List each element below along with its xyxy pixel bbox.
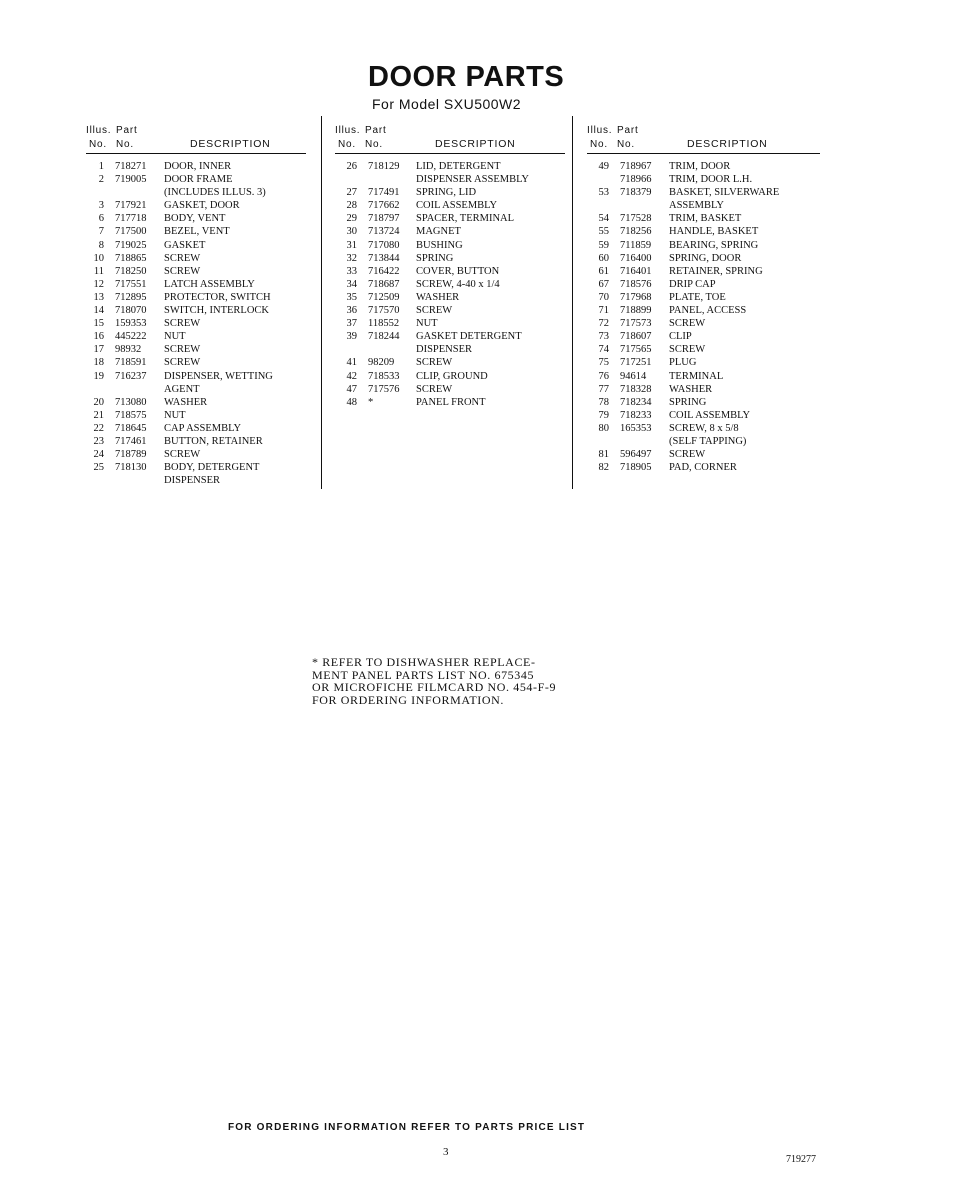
part-number: 718966 [620,174,652,186]
part-row [587,396,820,409]
part-number: 718789 [115,449,147,461]
part-description: WASHER [416,291,460,303]
part-number: 718250 [115,265,147,277]
part-row [86,186,306,199]
part-number: 718233 [620,409,652,421]
part-description: BASKET, SILVERWARE [669,187,780,199]
part-number: 717491 [368,187,400,199]
illus-number: 79 [598,409,609,421]
part-number: 718591 [115,357,147,369]
part-row [335,291,565,304]
part-description: ASSEMBLY [669,200,724,212]
replacement-panel-note [312,656,612,706]
part-description: DISPENSER [164,475,221,487]
illus-number: 32 [346,252,357,264]
part-description: SPRING [416,252,454,264]
illus-no-header: No. [89,139,107,150]
illus-number: 27 [346,187,357,199]
part-row [587,343,820,356]
illus-number: 21 [93,409,104,421]
part-number: 718905 [620,462,652,474]
part-number: 718533 [368,370,400,382]
part-description: SCREW [669,449,706,461]
part-row [335,330,565,343]
part-row [587,199,820,212]
part-number: 717921 [115,200,147,212]
part-row [587,252,820,265]
part-no-header: No. [116,139,134,150]
part-row [86,225,306,238]
part-row [86,173,306,186]
note-line: FOR ORDERING INFORMATION. [312,692,505,707]
part-description: MAGNET [416,226,461,238]
part-row [86,330,306,343]
part-row [86,304,306,317]
part-description: WASHER [164,396,208,408]
part-description: SCREW [669,318,706,330]
part-no-header: No. [617,139,635,150]
part-description: TERMINAL [669,370,724,382]
illus-no-header: No. [590,139,608,150]
part-description: SCREW [416,383,453,395]
parts-column-3 [587,123,820,474]
part-description: (INCLUDES ILLUS. 3) [164,187,266,199]
illus-number: 76 [598,370,609,382]
part-row [86,422,306,435]
part-description: PAD, CORNER [669,462,737,474]
part-row [587,383,820,396]
illus-number: 81 [598,449,609,461]
part-row [587,409,820,422]
part-row [587,212,820,225]
illus-header: Illus. [86,125,112,136]
part-number: 718576 [620,278,652,290]
illus-number: 30 [346,226,357,238]
illus-number: 36 [346,305,357,317]
part-description: SCREW [164,449,201,461]
part-description: RETAINER, SPRING [669,265,763,277]
illus-number: 6 [98,213,104,225]
part-row [587,291,820,304]
part-description: SCREW, 8 x 5/8 [669,422,739,434]
part-row [587,330,820,343]
part-description: BEZEL, VENT [164,226,230,238]
part-description: COIL ASSEMBLY [416,200,498,212]
illus-number: 19 [93,370,104,382]
part-number: 716401 [620,265,652,277]
part-row [587,160,820,173]
illus-number: 78 [598,396,609,408]
illus-number: 80 [598,422,609,434]
part-number: 718070 [115,305,147,317]
part-row [587,422,820,435]
part-description: CLIP [669,331,692,343]
part-description: LATCH ASSEMBLY [164,278,255,290]
part-row [587,304,820,317]
illus-number: 82 [598,462,609,474]
part-row [86,370,306,383]
part-number: 718234 [620,396,652,408]
part-number: 719025 [115,239,147,251]
part-description: SWITCH, INTERLOCK [164,305,269,317]
part-number: 719005 [115,174,147,186]
part-row [86,461,306,474]
part-row [587,448,820,461]
part-row [86,265,306,278]
part-number: 718899 [620,305,652,317]
description-header: DESCRIPTION [435,138,516,150]
description-header: DESCRIPTION [190,138,271,150]
part-row [335,199,565,212]
part-number: 716422 [368,265,400,277]
part-row [587,317,820,330]
part-description: SPACER, TERMINAL [416,213,515,225]
illus-number: 22 [93,422,104,434]
part-description: CLIP, GROUND [416,370,488,382]
illus-number: 73 [598,331,609,343]
part-description: TRIM, BASKET [669,213,742,225]
part-number: 445222 [115,331,147,343]
part-row [335,252,565,265]
column-header [335,123,565,154]
note-line: * REFER TO DISHWASHER REPLACE- [312,655,536,669]
part-number: 718797 [368,213,400,225]
part-row [587,225,820,238]
illus-header: Illus. [335,125,361,136]
part-number: 98932 [115,344,142,356]
part-description: CAP ASSEMBLY [164,422,242,434]
part-description: BEARING, SPRING [669,239,759,251]
part-description: SCREW [164,344,201,356]
part-row [587,435,820,448]
page-title: DOOR PARTS [368,61,565,93]
part-row [335,304,565,317]
illus-number: 8 [98,239,104,251]
illus-number: 71 [598,305,609,317]
part-description: GASKET [164,239,206,251]
illus-number: 11 [93,265,104,277]
illus-number: 54 [598,213,609,225]
part-description: SPRING [669,396,707,408]
part-number: 713724 [368,226,400,238]
part-number: 718607 [620,331,652,343]
illus-number: 24 [93,449,104,461]
illus-number: 42 [346,370,357,382]
part-description: PROTECTOR, SWITCH [164,291,271,303]
part-number: 717968 [620,291,652,303]
part-description: TRIM, DOOR [669,161,731,172]
model-subtitle: For Model SXU500W2 [372,96,522,112]
part-row [86,199,306,212]
part-description: COVER, BUTTON [416,265,500,277]
part-number: 717662 [368,200,400,212]
part-description: BUTTON, RETAINER [164,435,263,447]
illus-number: 31 [346,239,357,251]
illus-number: 12 [93,278,104,290]
part-row [335,173,565,186]
part-number: 718645 [115,422,147,434]
part-row [86,474,306,487]
part-no-header: No. [365,139,383,150]
part-description: AGENT [164,383,200,395]
illus-number: 77 [598,383,609,395]
description-header: DESCRIPTION [687,138,768,150]
illus-number: 3 [98,200,104,212]
part-row [335,239,565,252]
part-number: 718271 [115,161,147,172]
part-row [587,173,820,186]
part-description: TRIM, DOOR L.H. [669,174,753,186]
part-description: NUT [416,318,438,330]
illus-number: 37 [346,318,357,330]
illus-number: 1 [98,161,104,172]
part-row [335,396,565,409]
part-number: 717718 [115,213,147,225]
illus-number: 53 [598,187,609,199]
illus-number: 14 [93,305,104,317]
part-number: 718379 [620,187,652,199]
part-number: 118552 [368,318,400,330]
part-number: 717080 [368,239,400,251]
illus-number: 18 [93,357,104,369]
illus-number: 20 [93,396,104,408]
part-number: 717565 [620,344,652,356]
ordering-footer: FOR ORDERING INFORMATION REFER TO PARTS PRICE LIST [228,1122,586,1133]
part-row [587,370,820,383]
part-row [335,265,565,278]
column-divider [572,116,573,489]
illus-number: 25 [93,462,104,474]
part-row [86,252,306,265]
part-number: 718328 [620,383,652,395]
part-row [86,409,306,422]
illus-number: 23 [93,435,104,447]
part-row [86,383,306,396]
illus-number: 61 [598,265,609,277]
part-row [335,186,565,199]
illus-number: 16 [93,331,104,343]
part-header: Part [365,125,387,136]
part-description: DISPENSER, WETTING [164,370,273,382]
part-row [335,160,565,173]
part-row [587,239,820,252]
part-number: 717576 [368,383,400,395]
note-line: MENT PANEL PARTS LIST NO. 675345 [312,667,535,682]
illus-number: 48 [346,396,357,408]
part-description: SCREW [164,265,201,277]
part-description: BODY, DETERGENT [164,462,260,474]
part-row [86,448,306,461]
part-number: 718967 [620,161,652,172]
part-description: SCREW [164,318,201,330]
part-description: DOOR, INNER [164,161,232,172]
illus-number: 55 [598,226,609,238]
part-description: (SELF TAPPING) [669,435,747,447]
part-description: DRIP CAP [669,278,716,290]
part-number: 717573 [620,318,652,330]
parts-list [86,160,306,487]
part-number: 718687 [368,278,400,290]
part-description: DOOR FRAME [164,174,233,186]
part-row [335,278,565,291]
part-number: 718244 [368,331,400,343]
part-header: Part [116,125,138,136]
part-description: LID, DETERGENT [416,161,501,172]
column-header [587,123,820,154]
illus-number: 7 [98,226,104,238]
part-number: 718130 [115,462,147,474]
part-number: 159353 [115,318,147,330]
part-number: 717251 [620,357,652,369]
part-row [587,461,820,474]
part-description: COIL ASSEMBLY [669,409,751,421]
part-row [335,370,565,383]
part-number: 717500 [115,226,147,238]
part-row [86,435,306,448]
parts-list [335,160,565,409]
part-number: 596497 [620,449,652,461]
part-row [86,278,306,291]
part-number: 717528 [620,213,652,225]
part-number: 711859 [620,239,652,251]
illus-number: 28 [346,200,357,212]
part-row [587,356,820,369]
part-row [86,356,306,369]
document-number: 719277 [786,1154,816,1165]
part-number: 716400 [620,252,652,264]
illus-number: 41 [346,357,357,369]
illus-number: 29 [346,213,357,225]
illus-number: 26 [346,161,357,172]
part-description: HANDLE, BASKET [669,226,759,238]
part-description: DISPENSER ASSEMBLY [416,174,530,186]
illus-number: 34 [346,278,357,290]
part-header: Part [617,125,639,136]
illus-number: 10 [93,252,104,264]
part-row [335,212,565,225]
part-description: PANEL FRONT [416,396,486,408]
illus-number: 59 [598,239,609,251]
part-description: SCREW [669,344,706,356]
part-row [335,225,565,238]
part-description: BUSHING [416,239,463,251]
part-description: SCREW, 4-40 x 1/4 [416,278,500,290]
part-description: WASHER [669,383,713,395]
part-description: DISPENSER [416,344,473,356]
part-description: NUT [164,331,186,343]
part-row [86,317,306,330]
part-description: SCREW [416,305,453,317]
part-number: 718865 [115,252,147,264]
part-row [86,343,306,356]
illus-number: 72 [598,318,609,330]
part-description: PANEL, ACCESS [669,305,747,317]
part-row [587,265,820,278]
part-number: 718256 [620,226,652,238]
illus-number: 60 [598,252,609,264]
part-number: 718575 [115,409,147,421]
part-number: 712895 [115,291,147,303]
part-description: SCREW [164,357,201,369]
part-row [587,186,820,199]
part-number: 712509 [368,291,400,303]
illus-number: 74 [598,344,609,356]
part-number: 98209 [368,357,395,369]
part-number: 717461 [115,435,147,447]
part-number: 713844 [368,252,400,264]
part-description: SCREW [164,252,201,264]
part-row [86,160,306,173]
part-row [335,356,565,369]
part-number: 713080 [115,396,147,408]
part-description: SCREW [416,357,453,369]
parts-list [587,160,820,474]
illus-number: 35 [346,291,357,303]
part-number: 165353 [620,422,652,434]
illus-number: 13 [93,291,104,303]
illus-number: 39 [346,331,357,343]
part-description: GASKET DETERGENT [416,331,522,343]
parts-column-1 [86,123,306,487]
part-row [587,278,820,291]
part-number: 716237 [115,370,147,382]
illus-number: 2 [98,174,104,186]
part-row [86,212,306,225]
part-description: SPRING, DOOR [669,252,742,264]
illus-number: 47 [346,383,357,395]
part-description: SPRING, LID [416,187,477,199]
part-number: 718129 [368,161,400,172]
part-row [86,239,306,252]
note-line: OR MICROFICHE FILMCARD NO. 454-F-9 [312,680,557,694]
part-number: 717551 [115,278,147,290]
part-description: PLUG [669,357,697,369]
illus-number: 33 [346,265,357,277]
part-row [86,396,306,409]
column-header [86,123,306,154]
part-row [335,343,565,356]
illus-number: 70 [598,291,609,303]
part-description: PLATE, TOE [669,291,726,303]
part-row [86,291,306,304]
part-number: 94614 [620,370,647,382]
illus-number: 67 [598,278,609,290]
part-row [335,317,565,330]
illus-number: 17 [93,344,104,356]
illus-number: 75 [598,357,609,369]
illus-number: 15 [93,318,104,330]
part-row [335,383,565,396]
column-divider [321,116,322,489]
part-number: 717570 [368,305,400,317]
part-description: BODY, VENT [164,213,226,225]
part-description: NUT [164,409,186,421]
illus-no-header: No. [338,139,356,150]
illus-header: Illus. [587,125,613,136]
parts-column-2 [335,123,565,409]
page-number: 3 [443,1146,449,1158]
illus-number: 49 [598,161,609,172]
part-description: GASKET, DOOR [164,200,240,212]
part-number: * [368,396,374,408]
